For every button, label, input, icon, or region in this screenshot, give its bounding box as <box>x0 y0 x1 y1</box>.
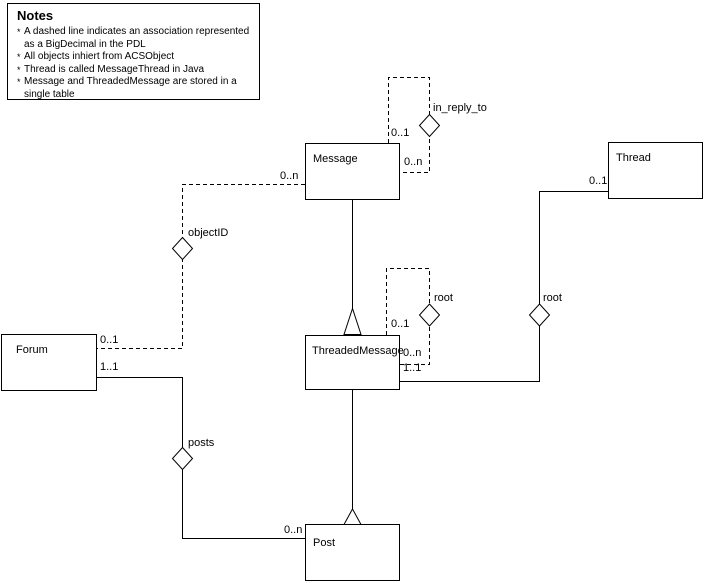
aggregation-diamond-root-self <box>420 304 440 326</box>
aggregation-diamond-objectid <box>173 238 193 260</box>
association-name-posts: posts <box>188 437 215 449</box>
note-text: All objects inhiert from ACSObject <box>24 51 175 62</box>
note-text: A dashed line indicates an association represented as a BigDecimal in the PDL <box>24 26 250 50</box>
entity-thread <box>608 142 703 199</box>
entity-label: Post <box>313 537 336 549</box>
entity-label: ThreadedMessage <box>312 345 404 357</box>
multiplicity-posts-forum: 1..1 <box>100 361 119 373</box>
entity-post <box>305 524 400 581</box>
note-item <box>17 64 253 77</box>
aggregation-diamond-root-thread <box>530 304 550 326</box>
multiplicity-objectid-forum: 0..1 <box>100 334 119 346</box>
entity-forum <box>1 334 97 391</box>
association-name-root-thread: root <box>543 292 562 304</box>
aggregation-diamond-posts <box>173 448 193 470</box>
entity-label: Forum <box>16 344 48 356</box>
notes-box <box>7 3 260 100</box>
association-line-objectid <box>97 185 305 349</box>
multiplicity-in-reply-to-source: 0..n <box>404 156 423 168</box>
bullet-icon: * <box>17 77 21 87</box>
note-text: Message and ThreadedMessage are stored in a single table <box>24 76 237 100</box>
note-item <box>17 26 253 51</box>
association-name-root-self: root <box>434 292 453 304</box>
association-line-posts <box>97 378 305 539</box>
entity-message <box>305 143 400 200</box>
note-item <box>17 51 253 64</box>
bullet-icon: * <box>17 52 21 62</box>
note-text: Thread is called MessageThread in Java <box>24 63 205 75</box>
note-item <box>17 76 253 101</box>
multiplicity-root-thread-thread: 0..1 <box>589 175 608 187</box>
entity-label: Message <box>313 153 358 165</box>
association-name-objectid: objectID <box>188 227 229 239</box>
multiplicity-posts-post: 0..n <box>284 524 303 536</box>
association-line-root-thread <box>400 192 608 382</box>
multiplicity-in-reply-to-target: 0..1 <box>391 127 410 139</box>
association-name-in-reply-to: in_reply_to <box>433 102 487 114</box>
aggregation-diamond-in-reply-to <box>420 115 440 137</box>
bullet-icon: * <box>17 64 21 75</box>
multiplicity-root-self-source: 0..n <box>403 347 422 359</box>
bullet-icon: * <box>17 27 21 37</box>
entity-label: Thread <box>616 152 651 164</box>
generalization-arrow-post <box>344 509 361 525</box>
entity-threadedmessage <box>305 335 404 390</box>
multiplicity-objectid-message: 0..n <box>280 170 299 182</box>
multiplicity-root-thread-threadedmessage: 1..1 <box>403 362 422 374</box>
notes-title: Notes <box>17 8 54 23</box>
multiplicity-root-self-target: 0..1 <box>391 318 410 330</box>
generalization-arrow-threadedmessage <box>344 309 361 335</box>
